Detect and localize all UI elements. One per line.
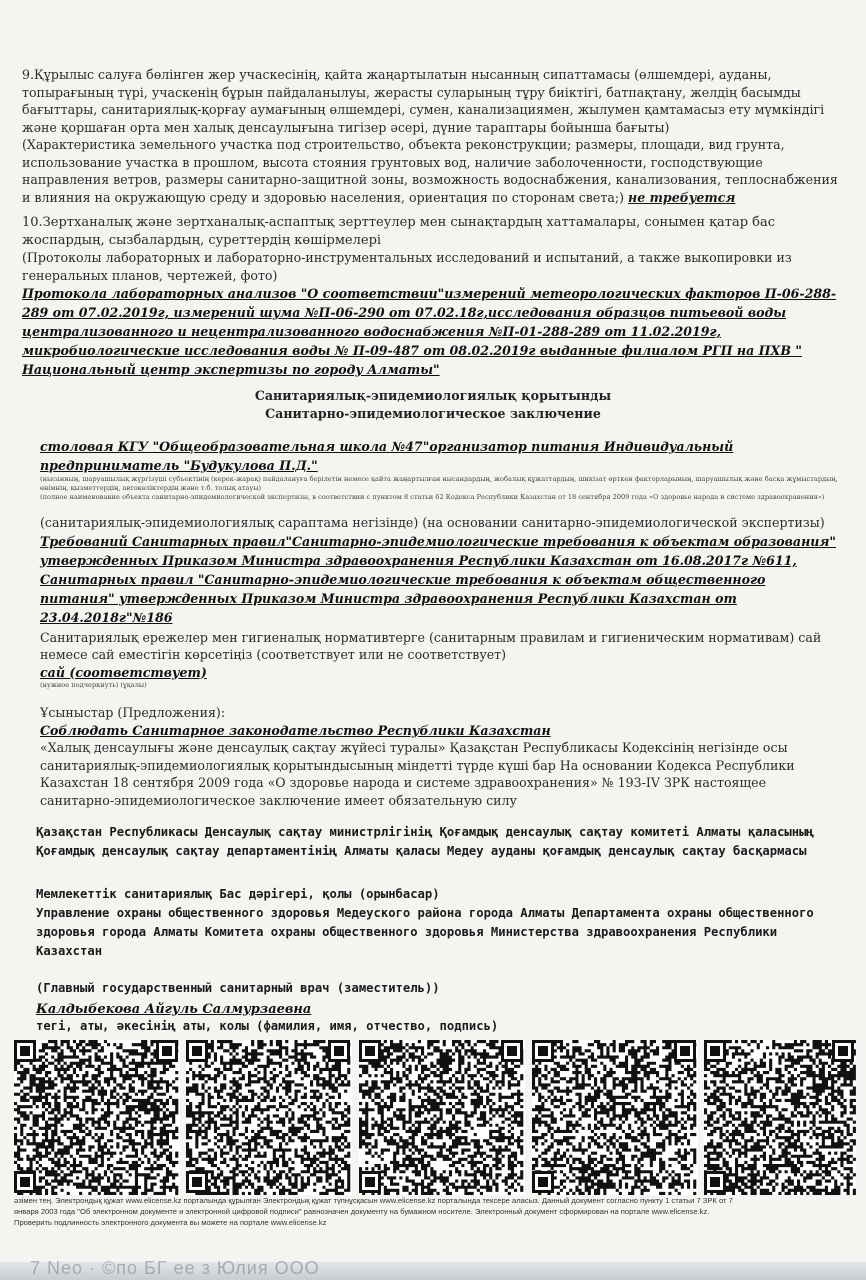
basis-label: (санитариялық-эпидемиологиялық сараптама негізінде) (на основании санитарно-эпидемиологической экспертизы) [40, 515, 825, 530]
section9-answer: не требуется [628, 189, 736, 205]
qr-code-2 [186, 1040, 352, 1195]
compliance-label: Санитариялық ережелер мен гигиеналық нормативтерге (санитарным правилам и гигиеническим нормативам) сай немесе сай еместігін көрсетіңіз (соответствует или не соответствует) [40, 629, 822, 662]
section10-answer: Протокола лабораторных анализов "О соответствии"измерений метеорологических факторов П-06-288-289 от 07.02.2019г, измерений шума №П-06-290 от 07.02.18г,исследования образцов питьевой воды централизованного и нецентрализованного водоснабжения №П-01-288-289 от 11.02.2019г, микробиологические исследования воды № П-09-487 от 08.02.2019г выданные филиалом РГП на ПХВ " Национальный центр экспертизы по городу Алматы" [22, 286, 837, 377]
signer-name: Калдыбекова Айгуль Салмурзаевна [36, 1002, 312, 1017]
photo-watermark: 7 Neo · ©по БГ ее з Юлия ООО [30, 1258, 320, 1278]
chief-ru: (Главный государственный санитарный врач (заместитель)) [36, 981, 440, 995]
authority-ru: Управление охраны общественного здоровья Медеуского района города Алматы Департамента охраны общественного здоровья города Алматы Комитета охраны общественного здоровья Министерства здравоохранения Республики Казахстан [36, 906, 814, 958]
compliance-note: (нужное подчеркнуть) (ұқалы) [40, 681, 147, 689]
section9-ru [22, 136, 844, 206]
section9-ru-text: (Характеристика земельного участка под строительство, объекта реконструкции; размеры, площади, вид грунта, использование участка в прошлом, высота стояния грунтовых вод, наличие заболоченности, господствующие направления ветров, размеры санитарно-защитной зоны, возможность водоснабжения, канализования, теплоснабжения и влияния на окружающую среду и здоровью населения, ориентация по сторонам света;) [22, 137, 838, 205]
authority-kz: Қазақстан Республикасы Денсаулық сақтау министрлігінің Қоғамдық денсаулық сақтау комитеті Алматы қаласының Қоғамдық денсаулық сақтау департаментінің Алматы қаласы Медеу ауданы қоғамдық денсаулық сақтау басқармасы [36, 825, 814, 858]
compliance-value: сай (соответствует) [40, 664, 207, 680]
qr-code-4-graphic [532, 1040, 698, 1195]
qr-code-5 [704, 1040, 856, 1195]
conclusion-title-ru: Санитарно-эпидемиологическое заключение [265, 406, 601, 421]
signer-caption: тегі, аты, әкесінің аты, колы (фамилия, имя, отчество, подпись) [36, 1019, 499, 1033]
footer-note: әзімен тең. Электрондық құжат www.elicense.kz порталында құрылған Электрондық құжат түпнұсқасын www.elicense.kz порталында тексере аласыз. Данный документ согласно пункту 1 статьи 7 ЗРК от 7 января 2003 года "Об электронном документе и электронной цифровой подписи" равнозначен документу на бумажном носителе. Электронный документ сформирован на портале www.elicense.kz. Проверить подлинность электронного документа вы можете на портале www.elicense.kz [14, 1196, 733, 1227]
section10-kz: 10.Зертханалық және зертханалық-аспаптық зерттеулер мен сынақтардың хаттамалары, сонымен қатар бас жоспардың, сызбалардың, суреттердің көшірмелері [22, 215, 776, 248]
signer-line [36, 998, 844, 1017]
proposals-text: Соблюдать Санитарное законодательство Республики Казахстан [40, 722, 551, 738]
basis-text: Требований Санитарных правил"Санитарно-эпидемиологические требования к объектам образования" утвержденных Приказом Министра здравоохранения Республики Казахстан от 16.08.2017г №611, Санитарных правил "Санитарно-эпидемиологические требования к объектам общественного питания" утвержденных Приказом Министра здравоохранения Республики Казахстан от 23.04.2018г"№186 [40, 533, 836, 625]
document-content [22, 66, 844, 1036]
qr-code-row [14, 1040, 856, 1195]
qr-code-5-graphic [704, 1040, 856, 1195]
qr-code-1 [14, 1040, 180, 1195]
qr-code-1-graphic [14, 1040, 180, 1195]
section10-ru: (Протоколы лабораторных и лабораторно-инструментальных исследований и испытаний, а также выкопировки из генеральных планов, чертежей, фото) [22, 250, 792, 283]
qr-code-3 [359, 1040, 525, 1195]
qr-code-2-graphic [186, 1040, 352, 1195]
object-note-kz: (нысанның, шаруашылық жүргізуші субъектінің (керек-жарақ) пайдалануға берілетін немесе қайта жаңартылған нысандардың, жобалық құжаттардың, шикізат өрткен факторларының, шаруашылық және басқа жұмыстардың, өнімнің, қызметтердің, автокөліктердің және т.б. толық атауы) [40, 475, 838, 492]
section9-kz: 9.Құрылыс салуға бөлінген жер учаскесінің, қайта жаңартылатын нысанның сипаттамасы (өлшемдері, ауданы, топырағының түрі, учаскенің бұрын пайдаланылуы, жерасты суларының тұру биіктігі, батпақтану, желдің басымды бағыттары, санитариялық-қорғау аумағының өлшемдері, сумен, канализациямен, жылумен қамтамасыз ету мүмкіндігі және қоршаған орта мен халық денсаулығына тигізер әсері, дүние тараптары бойынша бағыты) [22, 67, 825, 135]
conclusion-object: столовая КГУ "Общеобразовательная школа №47"организатор питания Индивидуальный предприниматель "Будукулова П.Д." [40, 439, 734, 473]
chief-kz: Мемлекеттік санитариялық Бас дәрігері, қолы (орынбасар) [36, 887, 440, 901]
proposals-label: Ұсыныстар (Предложения): [40, 705, 226, 720]
legal-text: «Халық денсаулығы және денсаулық сақтау жүйесі туралы» Қазақстан Республикасы Кодексінің негізінде осы санитариялық-эпидемиологиялық қорытындысының міндетті түрде күші бар На основании Кодекса Республики Казахстан 18 сентября 2009 года «О здоровье народа и системе здравоохранения» № 193-IV ЗРК настоящее санитарно-эпидемиологическое заключение имеет обязательную силу [40, 740, 795, 808]
object-note-ru: (полное наименование объекта санитарно-эпидемиологической экспертизы, в соответствии с пунктом 8 статьи 62 Кодекса Республики Казахстан от 18 сентября 2009 года «О здоровье народа и системе здравоохранения») [40, 493, 825, 501]
qr-code-4 [532, 1040, 698, 1195]
qr-code-3-graphic [359, 1040, 525, 1195]
conclusion-title-kz: Санитариялық-эпидемиологиялық қорытынды [254, 388, 612, 403]
